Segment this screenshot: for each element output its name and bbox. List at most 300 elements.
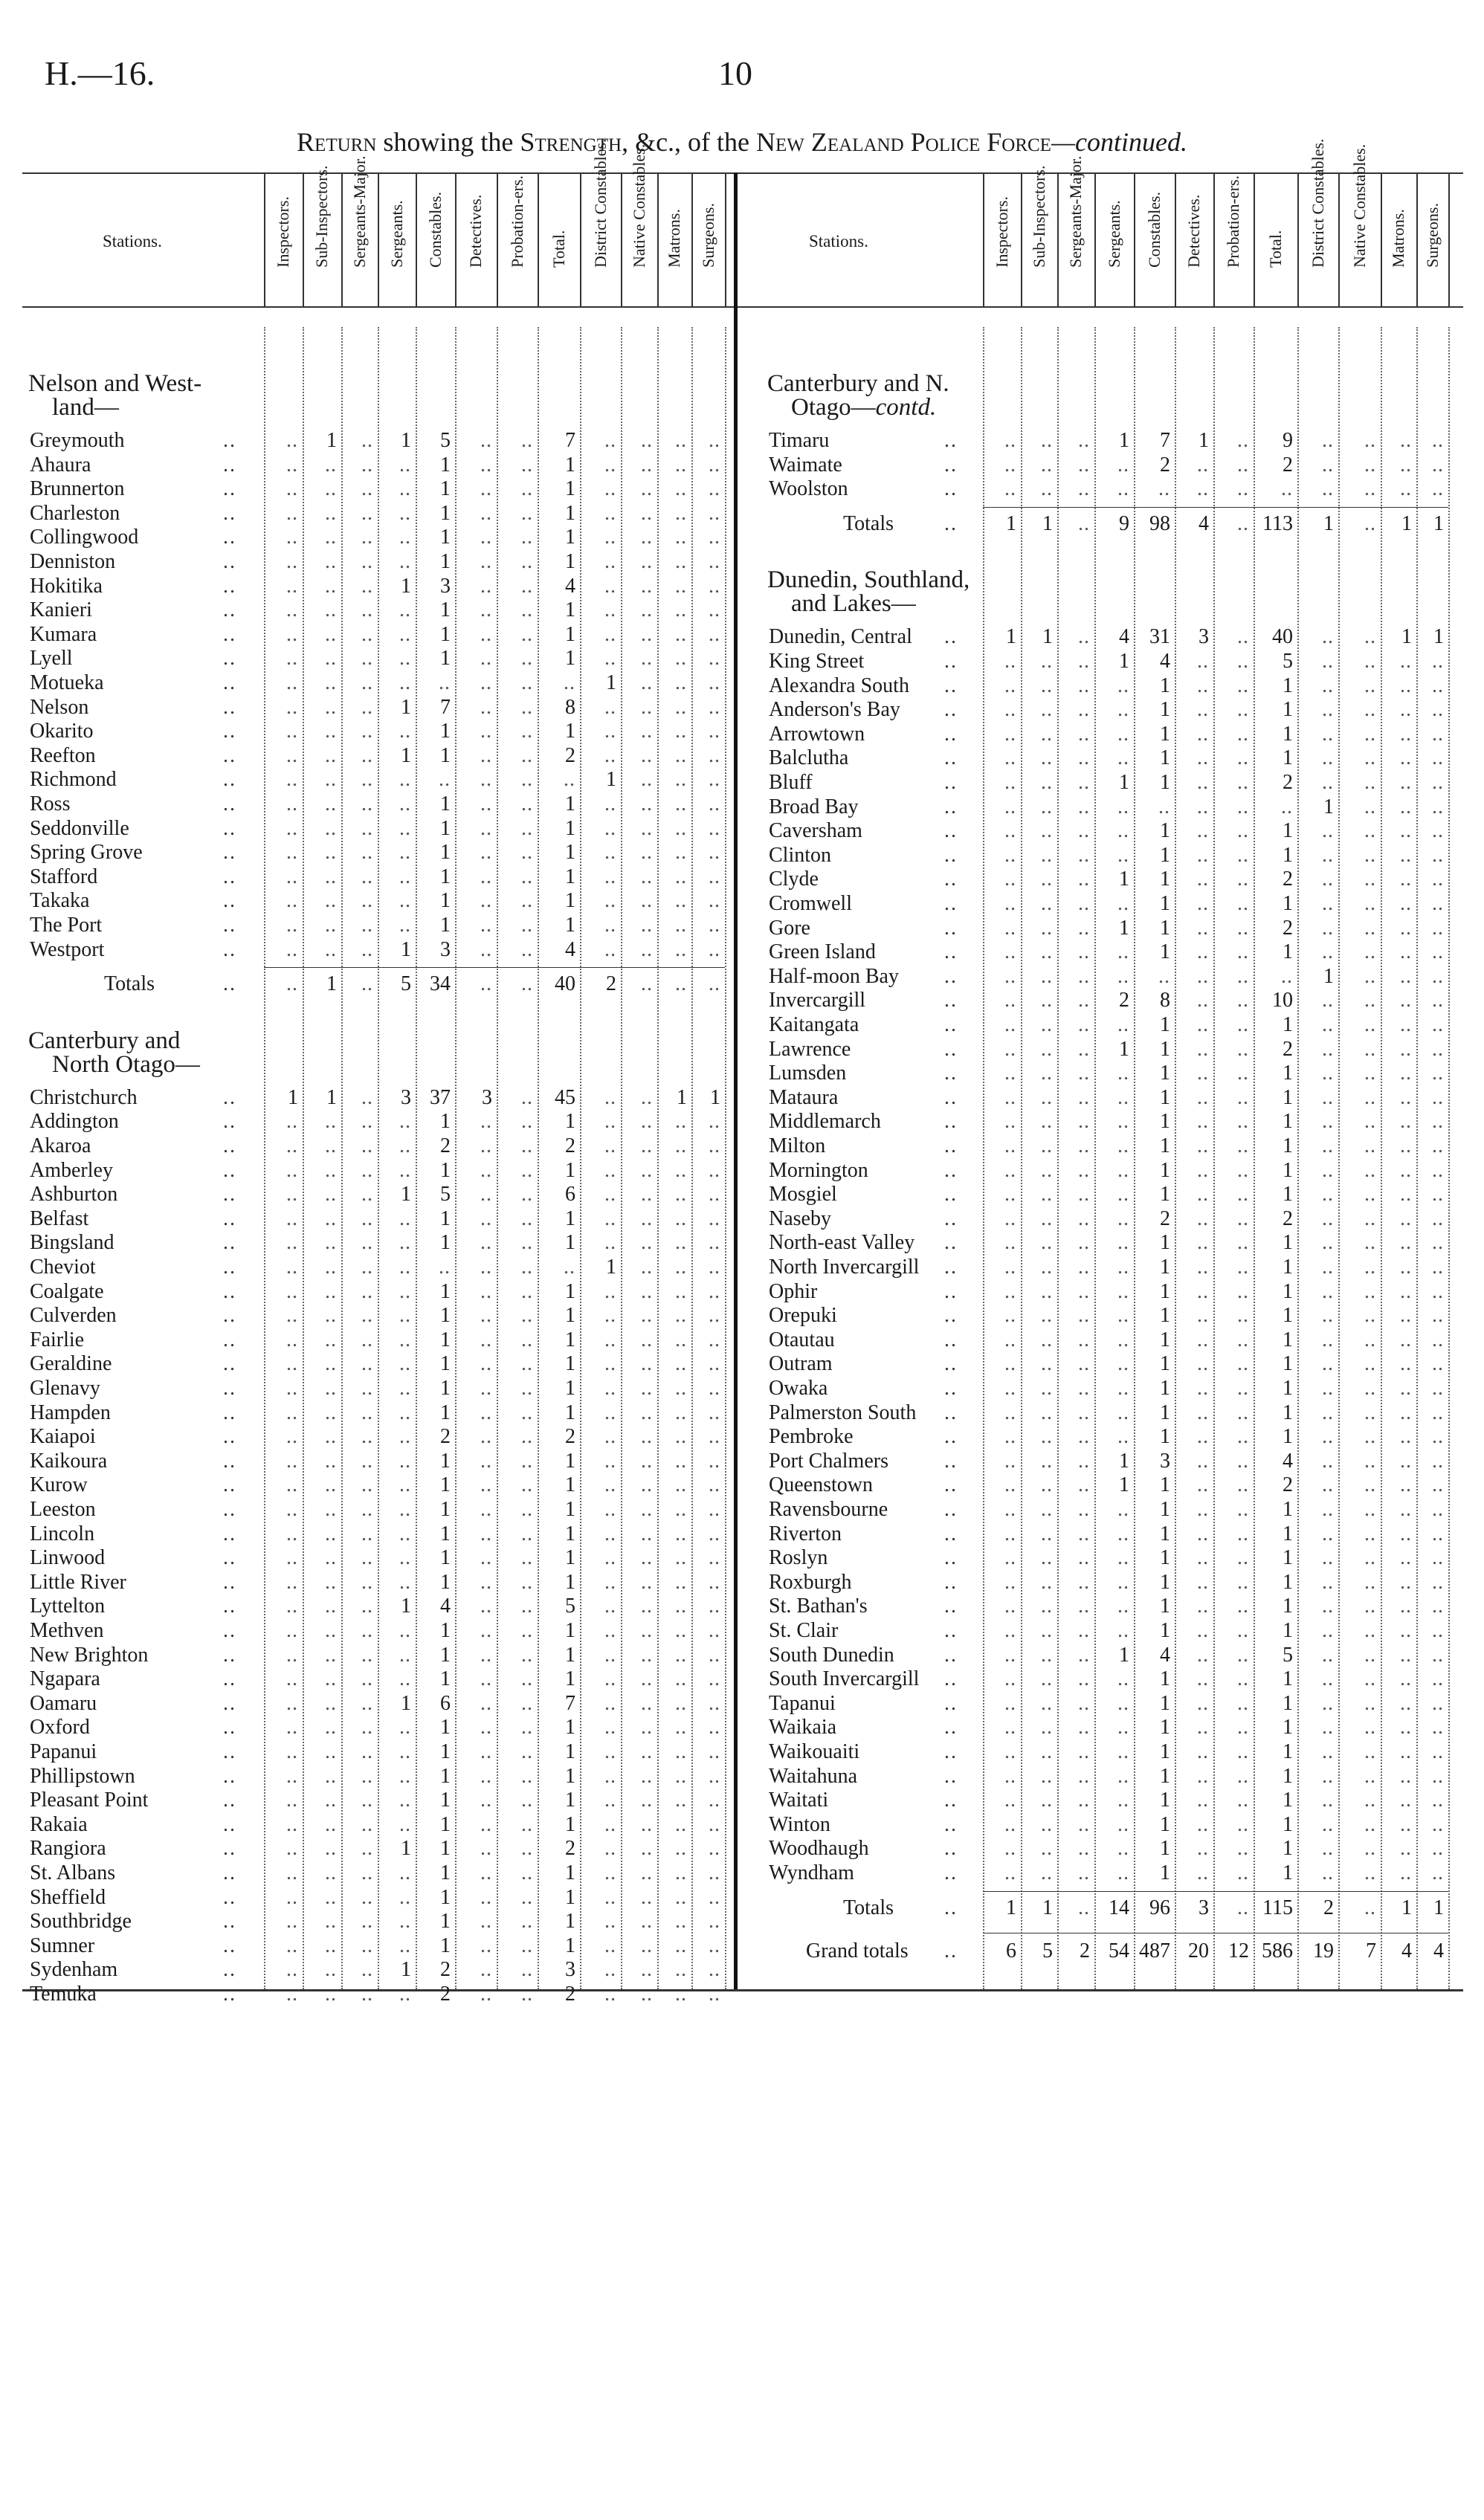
value-cell: .. xyxy=(709,1861,720,1884)
value-cell: .. xyxy=(1400,1595,1412,1618)
value-cell: .. xyxy=(1041,1667,1053,1691)
value-cell: .. xyxy=(325,477,337,501)
value-cell: .. xyxy=(1041,1328,1053,1351)
value-cell: .. xyxy=(521,1789,533,1812)
value-cell: .. xyxy=(1041,673,1053,697)
value-cell: .. xyxy=(480,1256,492,1279)
station-name: Ross xyxy=(30,792,71,815)
value-cell: 2 xyxy=(606,972,616,996)
value-cell: .. xyxy=(1237,1716,1249,1739)
value-cell: .. xyxy=(325,841,337,865)
value-cell: 1 xyxy=(440,1570,451,1594)
value-cell: .. xyxy=(1432,1037,1444,1061)
value-cell: 1 xyxy=(1160,1473,1170,1497)
value-cell: .. xyxy=(641,1206,653,1230)
value-cell: .. xyxy=(675,1595,687,1618)
value-cell: .. xyxy=(1364,940,1376,964)
value-cell: .. xyxy=(286,1595,298,1618)
value-cell: .. xyxy=(480,914,492,937)
dot-leader: .. xyxy=(944,1939,958,1962)
station-name: Ravensbourne xyxy=(769,1498,888,1521)
table-title: Return showing the Strength, &c., of the New Zealand Police Force—continued. xyxy=(297,127,1187,157)
value-cell: .. xyxy=(480,453,492,476)
value-cell: .. xyxy=(325,1400,337,1424)
value-cell: .. xyxy=(1041,989,1053,1012)
value-cell: .. xyxy=(1078,1740,1090,1763)
value-cell: .. xyxy=(1004,1667,1016,1691)
value-cell: .. xyxy=(604,1085,616,1109)
value-cell: .. xyxy=(1364,511,1376,535)
value-cell: .. xyxy=(641,1958,653,1982)
value-cell: 1 xyxy=(440,1619,451,1642)
dot-leader: .. xyxy=(944,1619,958,1642)
value-cell: .. xyxy=(361,1085,373,1109)
value-cell: .. xyxy=(641,1643,653,1667)
value-cell: .. xyxy=(1322,1134,1334,1157)
value-cell: 1 xyxy=(440,1304,451,1328)
dot-leader: .. xyxy=(223,1110,236,1134)
value-cell: .. xyxy=(1197,916,1209,940)
value-cell: .. xyxy=(325,598,337,622)
value-cell: 1 xyxy=(401,937,411,961)
value-cell: .. xyxy=(1004,429,1016,452)
value-cell: .. xyxy=(361,1933,373,1957)
totals-label: Totals xyxy=(843,511,894,535)
value-cell: .. xyxy=(1432,1595,1444,1618)
value-cell: .. xyxy=(480,1328,492,1351)
value-cell: 1 xyxy=(440,1716,451,1739)
value-cell: .. xyxy=(1078,722,1090,746)
value-cell: .. xyxy=(361,501,373,525)
value-cell: .. xyxy=(361,1352,373,1376)
value-cell: 1 xyxy=(1160,1570,1170,1594)
value-cell: 1 xyxy=(440,1449,451,1473)
value-cell: .. xyxy=(641,477,653,501)
value-cell: .. xyxy=(709,1667,720,1691)
station-name: Waitahuna xyxy=(769,1764,858,1788)
value-cell: .. xyxy=(1432,1352,1444,1376)
value-cell: .. xyxy=(1078,746,1090,770)
value-cell: 12 xyxy=(1228,1939,1249,1962)
stations-header-left: Stations. xyxy=(103,232,162,251)
value-cell: 4 xyxy=(1199,511,1209,535)
value-cell: .. xyxy=(521,671,533,694)
value-cell: 4 xyxy=(1401,1939,1412,1962)
value-cell: .. xyxy=(1041,1473,1053,1497)
value-cell: .. xyxy=(1158,477,1170,501)
value-cell: .. xyxy=(480,695,492,719)
value-cell: .. xyxy=(1237,1643,1249,1667)
value-cell: 1 xyxy=(1160,1716,1170,1739)
station-name: Balclutha xyxy=(769,746,849,770)
column-rule xyxy=(416,172,417,306)
value-cell: .. xyxy=(1432,1328,1444,1351)
value-cell: .. xyxy=(604,1570,616,1594)
value-cell: .. xyxy=(1432,868,1444,891)
value-cell: 1 xyxy=(1160,746,1170,770)
value-cell: .. xyxy=(709,1619,720,1642)
station-name: Owaka xyxy=(769,1377,828,1400)
value-cell: 2 xyxy=(1119,989,1129,1012)
value-cell: 1 xyxy=(1160,1037,1170,1061)
value-cell: .. xyxy=(1432,1643,1444,1667)
value-cell: .. xyxy=(1432,1256,1444,1279)
station-name: Oxford xyxy=(30,1716,90,1739)
value-cell: 1 xyxy=(565,1740,575,1763)
value-cell: .. xyxy=(1400,1158,1412,1182)
value-cell: 1 xyxy=(1283,1691,1293,1715)
value-cell: .. xyxy=(675,574,687,598)
value-cell: 1 xyxy=(1160,1400,1170,1424)
value-cell: .. xyxy=(325,1498,337,1521)
value-cell: .. xyxy=(399,1279,411,1303)
value-cell: 1 xyxy=(1283,1158,1293,1182)
dot-leader: .. xyxy=(944,1789,958,1812)
value-cell: .. xyxy=(1364,1158,1376,1182)
value-cell: .. xyxy=(1078,429,1090,452)
value-cell: .. xyxy=(399,1619,411,1642)
value-cell: 1 xyxy=(440,1837,451,1861)
value-cell: 1 xyxy=(1283,722,1293,746)
value-cell: 1 xyxy=(565,1619,575,1642)
value-cell: .. xyxy=(1078,625,1090,649)
value-cell: .. xyxy=(1322,1570,1334,1594)
value-cell: .. xyxy=(1400,1304,1412,1328)
value-cell: .. xyxy=(675,816,687,840)
column-header-label: Sergeants-Major. xyxy=(1066,155,1085,268)
dot-leader: .. xyxy=(944,1716,958,1739)
value-cell: 1 xyxy=(677,1085,687,1109)
value-cell: .. xyxy=(1004,1764,1016,1788)
dot-leader: .. xyxy=(223,1812,236,1836)
value-cell: 1 xyxy=(440,1910,451,1933)
value-cell: .. xyxy=(1117,819,1129,843)
station-name: Ngapara xyxy=(30,1667,100,1691)
station-name: Broad Bay xyxy=(769,795,859,818)
value-cell: .. xyxy=(480,841,492,865)
value-cell: .. xyxy=(1322,1619,1334,1642)
value-cell: .. xyxy=(1117,1619,1129,1642)
dot-leader: .. xyxy=(223,1933,236,1957)
value-cell: .. xyxy=(399,720,411,743)
value-cell: .. xyxy=(1432,892,1444,915)
value-cell: .. xyxy=(286,1983,298,2006)
value-cell: .. xyxy=(1078,1037,1090,1061)
value-cell: .. xyxy=(709,1522,720,1545)
value-cell: .. xyxy=(521,429,533,452)
value-cell: 3 xyxy=(1199,1896,1209,1919)
value-cell: .. xyxy=(709,1740,720,1763)
value-cell: .. xyxy=(604,1643,616,1667)
value-cell: .. xyxy=(675,598,687,622)
station-name: Kanieri xyxy=(30,598,92,622)
dot-leader: .. xyxy=(223,1861,236,1884)
value-cell: .. xyxy=(480,1183,492,1206)
value-cell: .. xyxy=(1041,1037,1053,1061)
value-cell: .. xyxy=(1322,1013,1334,1036)
column-rule xyxy=(725,172,726,306)
station-name: Greymouth xyxy=(30,429,125,452)
value-cell: .. xyxy=(604,526,616,549)
value-cell: .. xyxy=(1078,673,1090,697)
value-cell: .. xyxy=(1432,843,1444,867)
dot-leader: .. xyxy=(944,916,958,940)
value-cell: .. xyxy=(641,865,653,888)
value-cell: .. xyxy=(1041,1861,1053,1884)
value-cell: 5 xyxy=(440,429,451,452)
column-rule xyxy=(1381,172,1382,306)
value-cell: .. xyxy=(325,1933,337,1957)
value-cell: 3 xyxy=(1199,625,1209,649)
value-cell: .. xyxy=(325,720,337,743)
value-cell: .. xyxy=(1400,771,1412,794)
station-name: Waikaia xyxy=(769,1716,837,1739)
column-rule xyxy=(657,172,659,306)
value-cell: .. xyxy=(1364,1183,1376,1206)
value-cell: .. xyxy=(439,768,451,792)
value-cell: 1 xyxy=(1160,1256,1170,1279)
value-cell: .. xyxy=(1041,1134,1053,1157)
station-name: Stafford xyxy=(30,865,98,888)
value-cell: 1 xyxy=(1283,1498,1293,1521)
value-cell: .. xyxy=(604,816,616,840)
value-cell: .. xyxy=(675,550,687,573)
value-cell: .. xyxy=(1237,1691,1249,1715)
value-cell: 1 xyxy=(440,841,451,865)
value-cell: .. xyxy=(604,1691,616,1715)
value-cell: .. xyxy=(1004,1619,1016,1642)
value-cell: 3 xyxy=(565,1958,575,1982)
value-cell: .. xyxy=(399,1425,411,1449)
value-cell: 1 xyxy=(1119,771,1129,794)
value-cell: .. xyxy=(1237,843,1249,867)
value-cell: .. xyxy=(286,1861,298,1884)
value-cell: .. xyxy=(1432,1183,1444,1206)
value-cell: 1 xyxy=(440,792,451,815)
value-cell: .. xyxy=(521,477,533,501)
value-cell: .. xyxy=(675,1643,687,1667)
stations-header-right: Stations. xyxy=(809,232,868,251)
value-cell: .. xyxy=(675,622,687,646)
value-cell: .. xyxy=(1041,1498,1053,1521)
value-cell: .. xyxy=(286,453,298,476)
value-cell: .. xyxy=(361,1158,373,1182)
column-header-label: Detectives. xyxy=(1184,194,1203,268)
value-cell: 1 xyxy=(1160,868,1170,891)
dot-leader: .. xyxy=(944,1449,958,1473)
value-cell: .. xyxy=(399,1352,411,1376)
value-cell: 2 xyxy=(565,1425,575,1449)
dot-leader: .. xyxy=(944,1183,958,1206)
value-cell: .. xyxy=(1041,1352,1053,1376)
value-cell: .. xyxy=(1322,1304,1334,1328)
value-cell: .. xyxy=(1041,1183,1053,1206)
dot-leader: .. xyxy=(223,1910,236,1933)
value-cell: .. xyxy=(361,841,373,865)
value-cell: .. xyxy=(480,1425,492,1449)
value-cell: 96 xyxy=(1149,1896,1170,1919)
value-cell: .. xyxy=(1322,819,1334,843)
value-cell: .. xyxy=(1004,819,1016,843)
value-cell: .. xyxy=(641,1691,653,1715)
value-cell: .. xyxy=(1322,625,1334,649)
value-cell: .. xyxy=(1237,625,1249,649)
value-cell: .. xyxy=(1197,964,1209,988)
dot-leader: .. xyxy=(223,1498,236,1521)
value-cell: 1 xyxy=(1006,1896,1016,1919)
value-cell: 9 xyxy=(1119,511,1129,535)
value-cell: .. xyxy=(286,1328,298,1351)
value-cell: .. xyxy=(1432,453,1444,476)
value-cell: .. xyxy=(480,1304,492,1328)
value-cell: 1 xyxy=(1283,1183,1293,1206)
dot-leader: .. xyxy=(944,1643,958,1667)
value-cell: .. xyxy=(521,1667,533,1691)
value-cell: .. xyxy=(521,622,533,646)
value-cell: .. xyxy=(325,1134,337,1157)
value-cell: .. xyxy=(521,1304,533,1328)
value-cell: .. xyxy=(1078,1425,1090,1449)
value-cell: .. xyxy=(641,1473,653,1497)
section-title-line: land— xyxy=(52,394,119,421)
value-cell: .. xyxy=(286,1837,298,1861)
value-cell: .. xyxy=(361,1546,373,1570)
value-cell: .. xyxy=(675,743,687,767)
value-cell: .. xyxy=(361,1473,373,1497)
value-cell: 1 xyxy=(1160,722,1170,746)
station-name: Anderson's Bay xyxy=(769,698,900,722)
value-cell: .. xyxy=(1117,1546,1129,1570)
value-cell: .. xyxy=(1004,989,1016,1012)
value-cell: .. xyxy=(1237,819,1249,843)
value-cell: 1 xyxy=(1283,1570,1293,1594)
value-cell: .. xyxy=(1322,1691,1334,1715)
station-name: Tapanui xyxy=(769,1691,836,1715)
value-cell: .. xyxy=(1364,1812,1376,1836)
dot-leader: .. xyxy=(223,550,236,573)
value-cell: .. xyxy=(1237,940,1249,964)
value-cell: .. xyxy=(1400,1377,1412,1400)
value-cell: .. xyxy=(1004,698,1016,722)
value-cell: .. xyxy=(1004,868,1016,891)
value-cell: .. xyxy=(286,720,298,743)
value-cell: .. xyxy=(1400,1134,1412,1157)
station-name: Temuka xyxy=(30,1983,97,2006)
value-cell: .. xyxy=(1041,1110,1053,1134)
value-cell: .. xyxy=(286,1110,298,1134)
value-cell: .. xyxy=(361,1740,373,1763)
value-cell: 1 xyxy=(1160,1667,1170,1691)
value-cell: .. xyxy=(361,1885,373,1909)
value-cell: .. xyxy=(641,1110,653,1134)
value-cell: .. xyxy=(1004,1400,1016,1424)
dot-leader: .. xyxy=(223,477,236,501)
value-cell: .. xyxy=(1004,1546,1016,1570)
value-cell: 4 xyxy=(565,937,575,961)
value-cell: 2 xyxy=(1283,1037,1293,1061)
value-cell: .. xyxy=(604,1716,616,1739)
value-cell: 1 xyxy=(440,743,451,767)
value-cell: .. xyxy=(1237,1570,1249,1594)
value-cell: 1 xyxy=(565,622,575,646)
value-cell: .. xyxy=(1004,1643,1016,1667)
value-cell: 1 xyxy=(1283,1595,1293,1618)
value-cell: .. xyxy=(1400,1037,1412,1061)
column-rule xyxy=(341,172,343,306)
value-cell: .. xyxy=(361,695,373,719)
value-cell: .. xyxy=(1400,868,1412,891)
column-rule xyxy=(1448,172,1450,306)
value-cell: .. xyxy=(521,1328,533,1351)
dot-leader: .. xyxy=(223,526,236,549)
value-cell: 4 xyxy=(565,574,575,598)
value-cell: .. xyxy=(675,1425,687,1449)
value-cell: .. xyxy=(325,1206,337,1230)
dot-leader: .. xyxy=(223,1740,236,1763)
value-cell: .. xyxy=(675,526,687,549)
value-cell: .. xyxy=(286,526,298,549)
value-cell: .. xyxy=(1197,1134,1209,1157)
value-cell: .. xyxy=(604,1812,616,1836)
value-cell: .. xyxy=(1117,722,1129,746)
value-cell: .. xyxy=(675,477,687,501)
value-cell: .. xyxy=(1078,868,1090,891)
value-cell: .. xyxy=(1237,1158,1249,1182)
value-cell: .. xyxy=(1322,1522,1334,1545)
value-cell: 1 xyxy=(1283,1134,1293,1157)
value-cell: .. xyxy=(521,1619,533,1642)
value-cell: .. xyxy=(1237,1522,1249,1545)
value-cell: 1 xyxy=(1160,1498,1170,1521)
value-cell: .. xyxy=(361,550,373,573)
column-header-label: Constables. xyxy=(1144,191,1164,268)
value-cell: .. xyxy=(361,526,373,549)
column-rule xyxy=(378,172,379,306)
value-cell: 1 xyxy=(1401,1896,1412,1919)
station-name: Belfast xyxy=(30,1206,89,1230)
value-cell: 19 xyxy=(1313,1939,1334,1962)
value-cell: .. xyxy=(675,1546,687,1570)
value-cell: .. xyxy=(1400,650,1412,673)
dot-leader: .. xyxy=(223,1328,236,1351)
value-cell: .. xyxy=(675,501,687,525)
dot-leader: .. xyxy=(223,1885,236,1909)
column-rule xyxy=(1297,327,1299,1989)
value-cell: .. xyxy=(286,1352,298,1376)
value-cell: .. xyxy=(1078,1134,1090,1157)
value-cell: .. xyxy=(1004,1256,1016,1279)
value-cell: .. xyxy=(480,865,492,888)
value-cell: .. xyxy=(641,768,653,792)
value-cell: .. xyxy=(1322,1085,1334,1109)
value-cell: .. xyxy=(709,1352,720,1376)
value-cell: .. xyxy=(361,1377,373,1400)
value-cell: 1 xyxy=(440,1861,451,1884)
value-cell: .. xyxy=(361,1643,373,1667)
column-header-label: Matrons. xyxy=(1389,209,1407,268)
value-cell: .. xyxy=(1004,477,1016,501)
value-cell: .. xyxy=(1078,1377,1090,1400)
value-cell: 1 xyxy=(565,477,575,501)
column-header-label: Surgeons. xyxy=(698,203,717,268)
value-cell: .. xyxy=(480,1231,492,1255)
value-cell: .. xyxy=(604,937,616,961)
value-cell: 3 xyxy=(482,1085,492,1109)
value-cell: .. xyxy=(325,1110,337,1134)
value-cell: .. xyxy=(675,1740,687,1763)
value-cell: 1 xyxy=(1160,1013,1170,1036)
value-cell: .. xyxy=(604,1595,616,1618)
